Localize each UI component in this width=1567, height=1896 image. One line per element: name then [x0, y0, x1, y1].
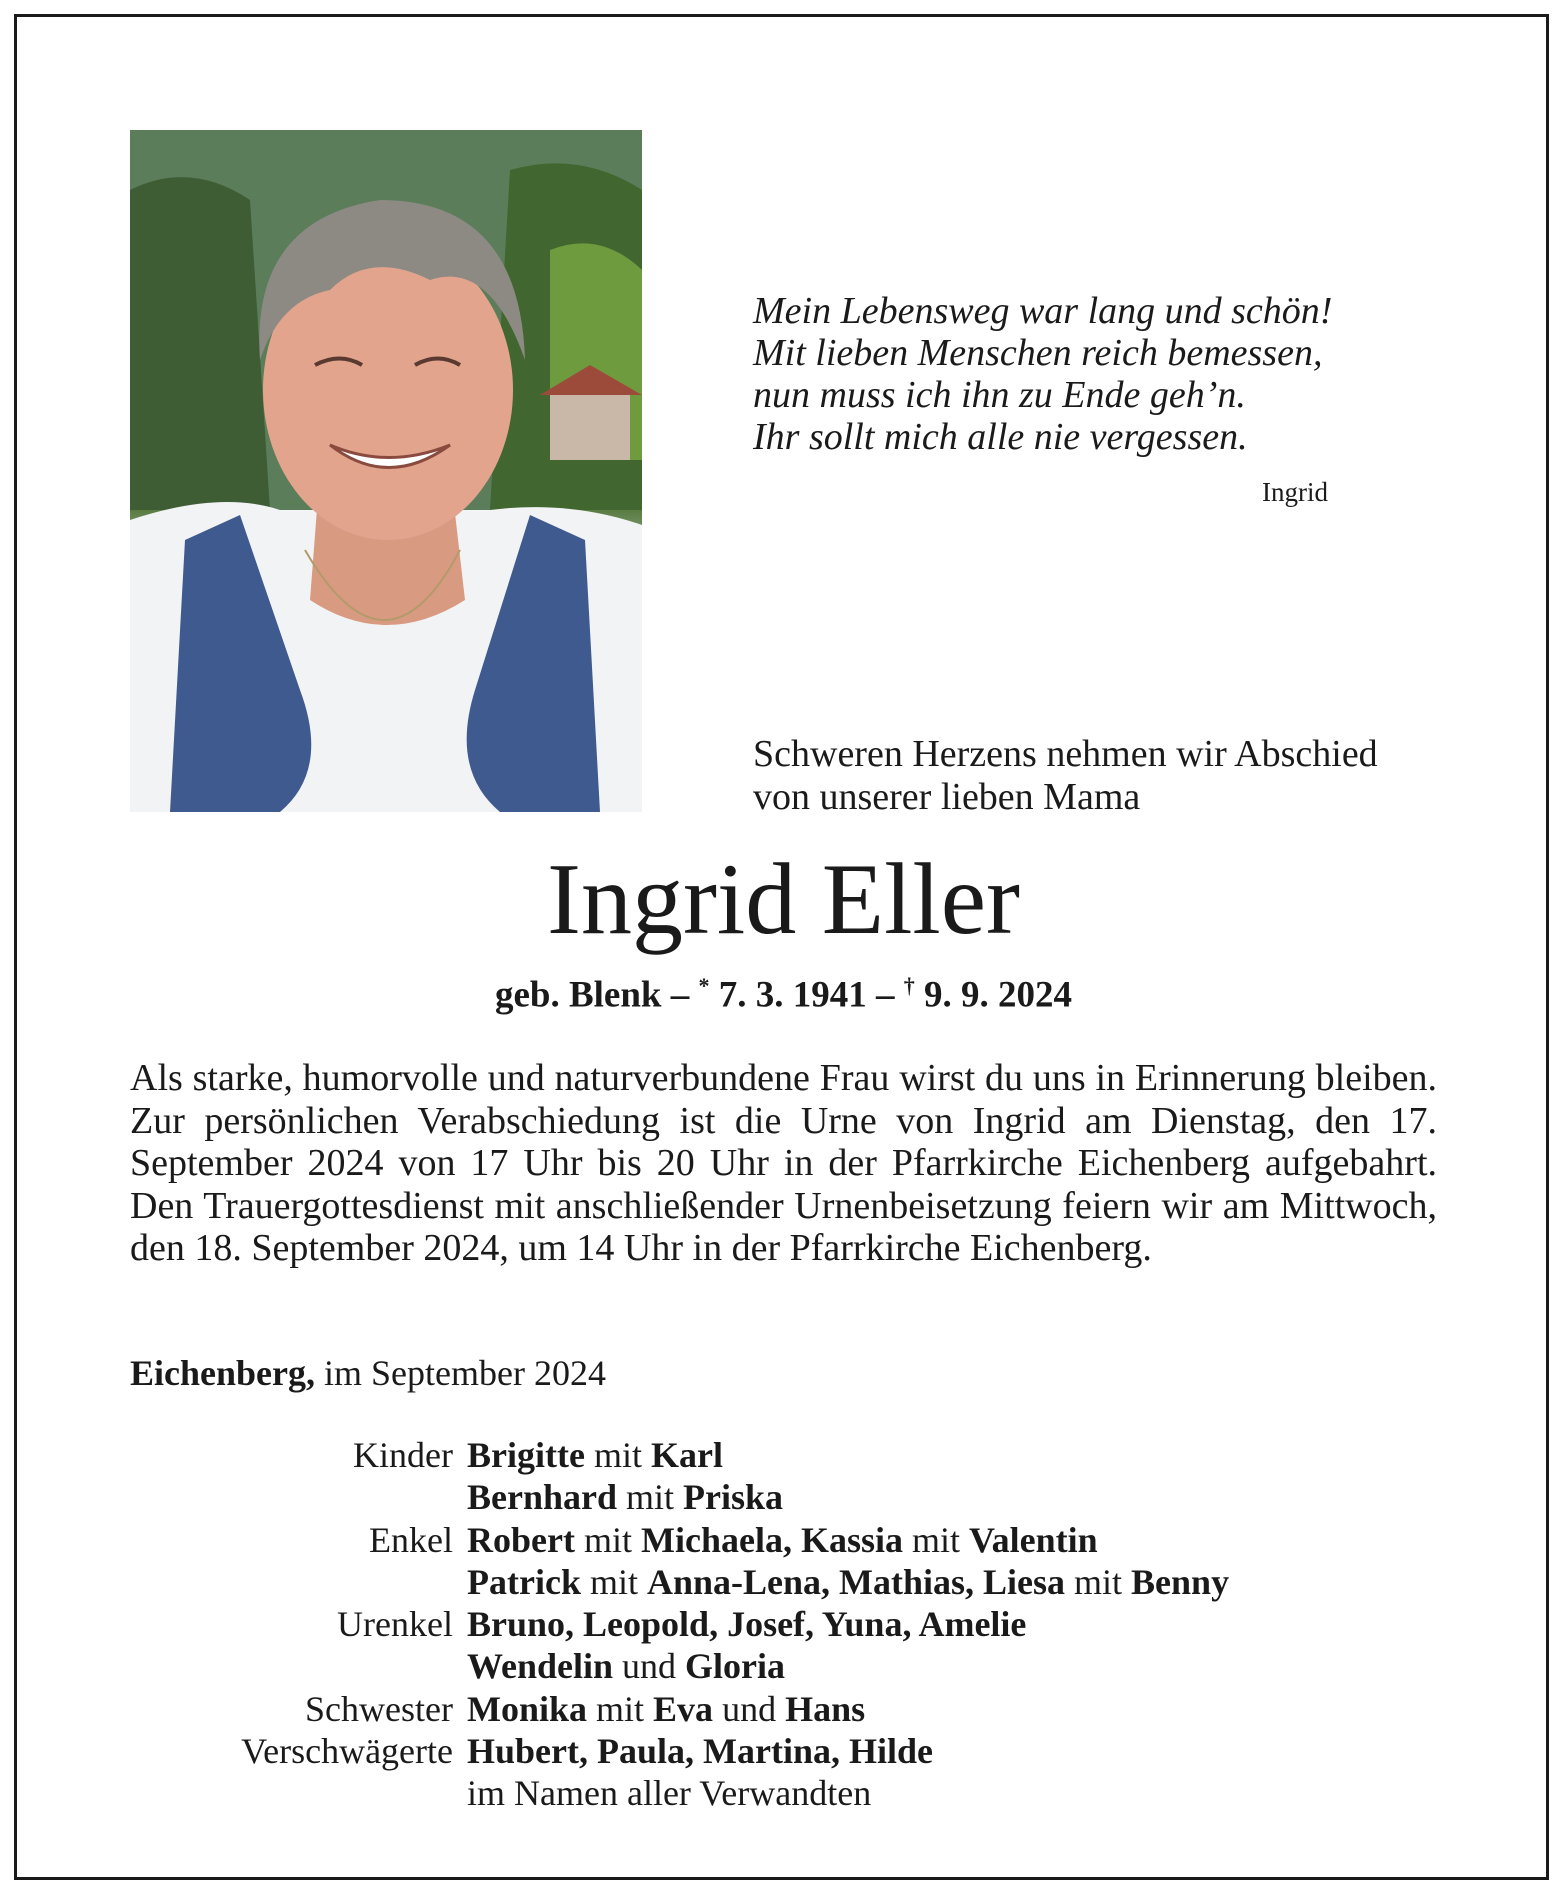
- mourner-name: Patrick: [467, 1561, 581, 1602]
- death-date: 9. 9. 2024: [924, 974, 1073, 1016]
- mourner-connector: mit: [1065, 1561, 1132, 1602]
- mourner-name: Michaela, Kassia: [640, 1519, 903, 1560]
- mourner-names: [467, 1688, 865, 1730]
- mourner-names: [467, 1730, 933, 1772]
- mourner-name: Valentin: [968, 1519, 1098, 1560]
- mourner-row: [130, 1730, 1440, 1772]
- mourner-connector: mit: [902, 1519, 969, 1560]
- death-symbol: †: [903, 973, 915, 998]
- mourner-connector: und: [713, 1688, 786, 1729]
- mourner-name: Bernhard: [467, 1477, 618, 1518]
- poem-line: Mein Lebensweg war lang und schön!: [753, 290, 1333, 332]
- poem-line: Ihr sollt mich alle nie vergessen.: [753, 416, 1248, 458]
- place-date: [130, 1352, 606, 1394]
- mourner-row: [130, 1434, 1440, 1476]
- poem-signature: Ingrid: [1262, 477, 1328, 507]
- mourner-role: Kinder: [353, 1435, 453, 1475]
- poem-line: nun muss ich ihn zu Ende geh’n.: [753, 374, 1246, 416]
- birth-symbol: *: [698, 973, 710, 998]
- mourner-role: [130, 1645, 467, 1687]
- mourners-list: [130, 1434, 1440, 1815]
- mourner-connector: und: [613, 1646, 686, 1687]
- mourner-name: Monika: [467, 1688, 588, 1729]
- mourner-role: [130, 1772, 467, 1814]
- mourner-row: [130, 1519, 1440, 1561]
- mourner-row: [130, 1476, 1440, 1518]
- mourner-role: Enkel: [369, 1519, 453, 1560]
- mourner-name: Eva: [653, 1688, 714, 1729]
- mourner-role: [130, 1476, 467, 1518]
- mourner-name: Priska: [683, 1477, 784, 1518]
- mourner-connector: mit: [617, 1477, 684, 1518]
- birth-name: geb. Blenk –: [494, 974, 690, 1016]
- portrait-photo: [130, 130, 642, 812]
- mourner-row: [130, 1603, 1440, 1645]
- mourner-role: [130, 1561, 467, 1603]
- life-dates: [0, 973, 1567, 1016]
- obituary-text: Als starke, humorvolle und naturverbundene Frau wirst du uns in Erinnerung bleiben. Zur persönlichen Verabschiedung ist die Urne von Ingrid am Dienstag, den 17. September 2024 von 17 Uhr bis 20 Uhr in der Pfarrkirche Eichenberg aufgebahrt. Den Trauergottesdienst mit anschließender Urnenbeisetzung feiern wir am Mittwoch, den 18. September 2024, um 14 Uhr in der Pfarrkirche Eichenberg.: [130, 1057, 1437, 1269]
- mourner-connector: mit: [584, 1435, 651, 1475]
- mourner-name: Gloria: [685, 1646, 786, 1687]
- mourner-name: Anna-Lena, Mathias, Liesa: [646, 1561, 1066, 1602]
- mourner-names: [467, 1772, 871, 1814]
- place: Eichenberg,: [130, 1353, 315, 1393]
- mourner-names: [467, 1645, 785, 1687]
- mourner-role: Urenkel: [337, 1604, 453, 1645]
- portrait-illustration: [130, 130, 642, 812]
- date: im September 2024: [324, 1353, 606, 1393]
- mourner-row: [130, 1772, 1440, 1814]
- mourner-name: Brigitte: [467, 1435, 585, 1475]
- farewell-line-1: Schweren Herzens nehmen wir Abschied: [753, 733, 1378, 775]
- mourner-name: Benny: [1131, 1561, 1230, 1602]
- mourner-name: Wendelin: [467, 1646, 614, 1687]
- mourner-connector: mit: [580, 1561, 647, 1602]
- mourner-names: [467, 1519, 1098, 1561]
- mourner-names: [467, 1603, 1026, 1645]
- poem: [753, 290, 1353, 458]
- mourner-role: Schwester: [305, 1688, 453, 1729]
- birth-date: 7. 3. 1941 –: [718, 974, 895, 1016]
- mourner-row: [130, 1561, 1440, 1603]
- farewell-text: [753, 733, 1453, 819]
- mourner-names: [467, 1561, 1229, 1603]
- mourner-connector: mit: [574, 1519, 641, 1560]
- mourner-row: [130, 1688, 1440, 1730]
- farewell-line-2: von unserer lieben Mama: [753, 776, 1141, 818]
- mourner-name: Hubert, Paula, Martina, Hilde: [467, 1731, 933, 1772]
- poem-line: Mit lieben Menschen reich bemessen,: [753, 332, 1323, 374]
- mourner-connector: im Namen aller Verwandten: [467, 1773, 872, 1814]
- mourner-row: [130, 1645, 1440, 1687]
- deceased-name: Ingrid Eller: [547, 843, 1020, 956]
- mourner-role: Verschwägerte: [241, 1731, 453, 1772]
- mourner-connector: mit: [587, 1688, 654, 1729]
- mourner-name: Karl: [650, 1435, 723, 1475]
- mourner-name: Hans: [785, 1688, 866, 1729]
- mourner-name: Bruno, Leopold, Josef, Yuna, Amelie: [467, 1604, 1027, 1645]
- mourner-names: [467, 1476, 783, 1518]
- mourner-name: Robert: [467, 1519, 575, 1560]
- mourner-names: [467, 1434, 723, 1476]
